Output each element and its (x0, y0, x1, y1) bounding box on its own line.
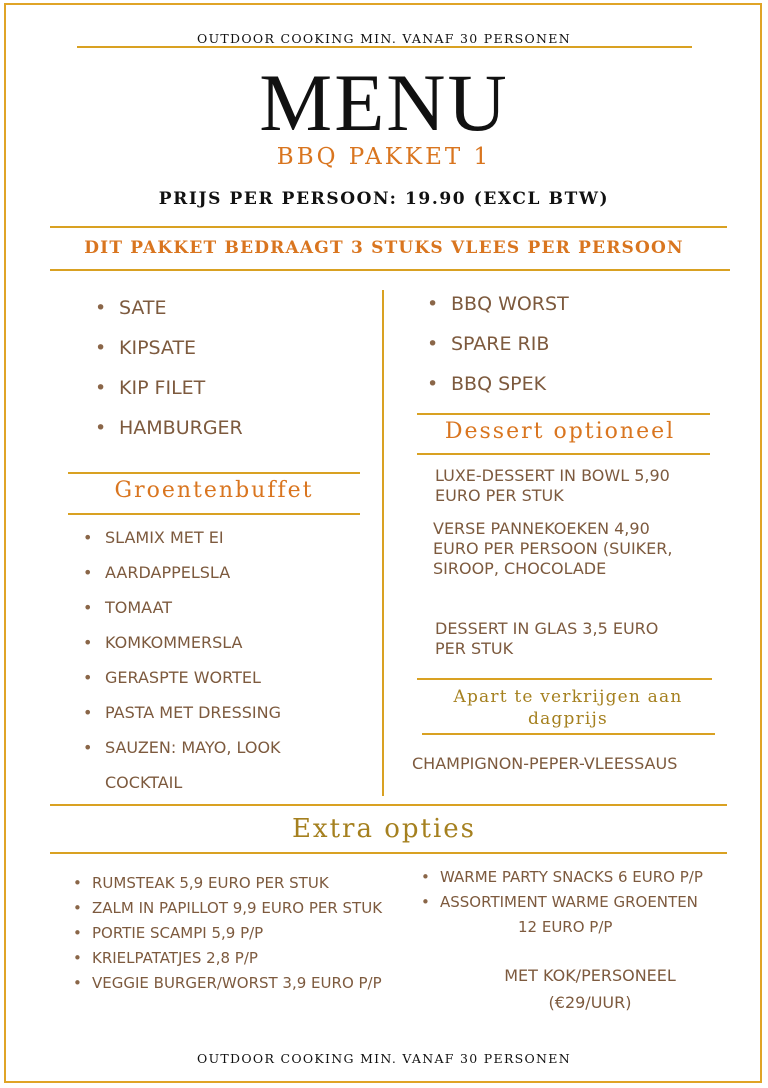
personnel-price: (€29/UUR) (548, 993, 632, 1012)
list-item: • BBQ SPEK (424, 373, 724, 413)
banner-divider-top (50, 226, 727, 228)
meat-list-right (424, 293, 724, 413)
apart-item: CHAMPIGNON-PEPER-VLEESSAUS (412, 754, 678, 773)
list-item: • ZALM IN PAPILLOT 9,9 EURO PER STUK (73, 899, 413, 924)
list-item: • SAUZEN: MAYO, LOOK (82, 738, 372, 773)
list-item: • KRIELPATATJES 2,8 P/P (73, 949, 413, 974)
dessert-divider-top (417, 413, 710, 415)
price-line: PRIJS PER PERSOON: 19.90 (EXCL BTW) (158, 189, 610, 209)
banner-divider-bottom (50, 269, 730, 271)
column-divider (382, 290, 384, 796)
extra-divider-top (50, 804, 727, 806)
extra-list-right (421, 868, 751, 918)
list-item: • VEGGIE BURGER/WORST 3,9 EURO P/P (73, 974, 413, 999)
list-item: • KOMKOMMERSLA (82, 633, 372, 668)
meat-banner: DIT PAKKET BEDRAAGT 3 STUKS VLEES PER PERSOON (84, 238, 684, 258)
list-item: • ASSORTIMENT WARME GROENTEN (421, 893, 751, 918)
list-item: • PORTIE SCAMPI 5,9 P/P (73, 924, 413, 949)
apart-divider-top (417, 678, 712, 680)
groenten-heading: Groentenbuffet (114, 478, 314, 503)
list-item: • BBQ WORST (424, 293, 724, 333)
list-item: • SPARE RIB (424, 333, 724, 373)
package-name: BBQ PAKKET 1 (276, 144, 492, 170)
dessert-divider-bottom (417, 453, 710, 455)
personnel-label: MET KOK/PERSONEEL (504, 966, 676, 985)
list-item: • SLAMIX MET EI (82, 528, 372, 563)
top-note: OUTDOOR COOKING MIN. VANAF 30 PERSONEN (197, 31, 571, 46)
list-item: • HAMBURGER (92, 417, 362, 457)
apart-heading: Apart te verkrijgen aan dagprijs (453, 687, 683, 729)
list-item: • PASTA MET DRESSING (82, 703, 372, 738)
extra-list-left (73, 874, 413, 999)
apart-divider-bottom (422, 733, 715, 735)
list-item: • AARDAPPELSLA (82, 563, 372, 598)
groenten-divider-bottom (68, 513, 360, 515)
extra-heading: Extra opties (291, 814, 477, 844)
dessert-item: DESSERT IN GLAS 3,5 EURO PER STUK (435, 619, 659, 658)
groenten-continuation: COCKTAIL (105, 773, 183, 792)
dessert-item: LUXE-DESSERT IN BOWL 5,90 EURO PER STUK (435, 466, 670, 505)
menu-title: MENU (259, 57, 509, 148)
list-item: • KIPSATE (92, 337, 362, 377)
list-item: • KIP FILET (92, 377, 362, 417)
dessert-heading: Dessert optioneel (444, 419, 676, 444)
dessert-item: VERSE PANNEKOEKEN 4,90 EURO PER PERSOON (SUIKER, SIROOP, CHOCOLADE (433, 519, 673, 578)
list-item: • SATE (92, 297, 362, 337)
list-item: • WARME PARTY SNACKS 6 EURO P/P (421, 868, 751, 893)
list-item: • GERASPTE WORTEL (82, 668, 372, 703)
extra-right-continuation: 12 EURO P/P (518, 918, 613, 936)
footer-note: OUTDOOR COOKING MIN. VANAF 30 PERSONEN (197, 1051, 571, 1066)
list-item: • RUMSTEAK 5,9 EURO PER STUK (73, 874, 413, 899)
groenten-divider-top (68, 472, 360, 474)
list-item: • TOMAAT (82, 598, 372, 633)
top-divider (77, 46, 692, 48)
groenten-list (82, 528, 372, 773)
extra-divider-bottom (50, 852, 727, 854)
meat-list-left (92, 297, 362, 457)
